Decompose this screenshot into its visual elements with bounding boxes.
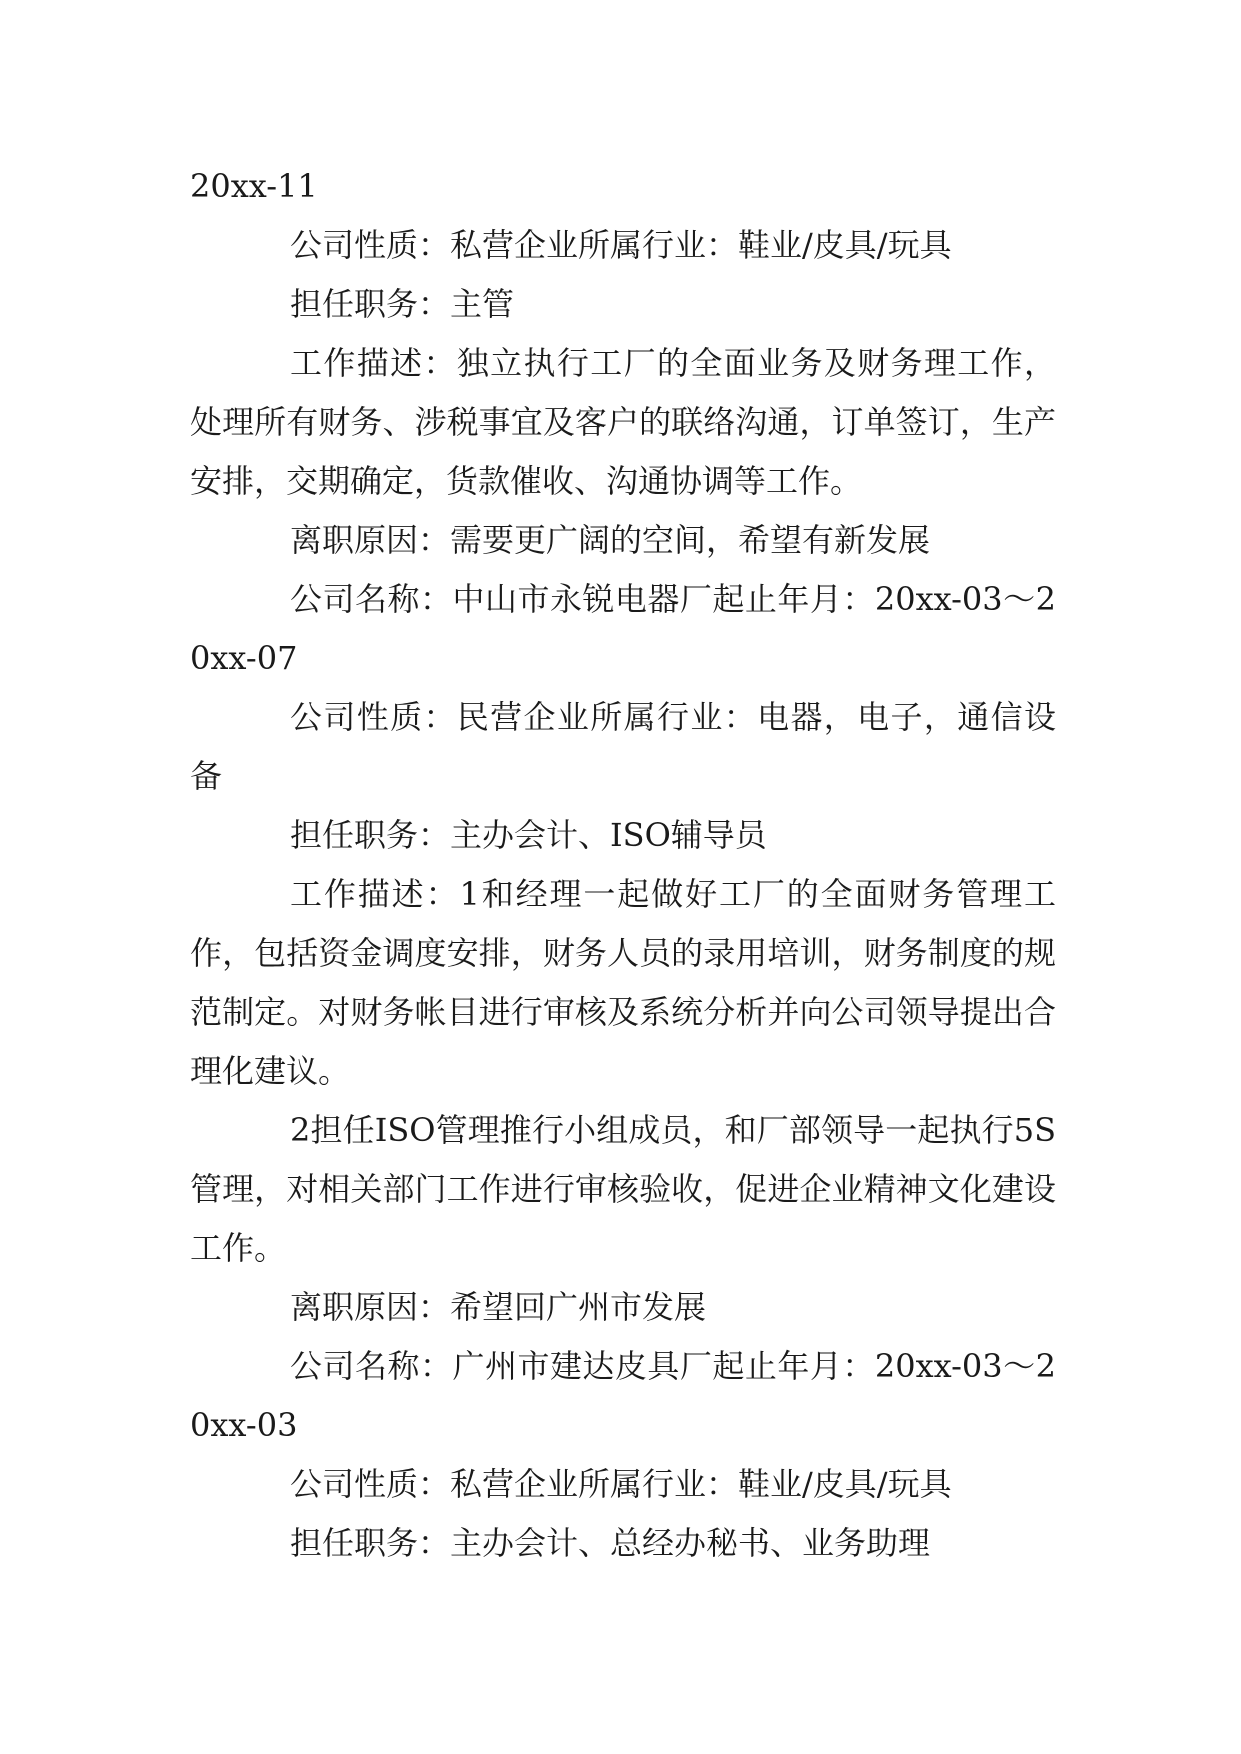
paragraph-position: 担任职务：主办会计、ISO辅导员	[290, 816, 767, 854]
paragraph-company-nature: 公司性质：私营企业所属行业：鞋业/皮具/玩具	[290, 226, 952, 264]
paragraph-company-nature: 公司性质：私营企业所属行业：鞋业/皮具/玩具	[290, 1465, 952, 1503]
paragraph-company-name: 公司名称：广州市建达皮具厂起止年月：20xx-03～20xx-03	[190, 1347, 1056, 1444]
paragraph-job-description: 工作描述：独立执行工厂的全面业务及财务理工作，处理所有财务、涉税事宜及客户的联络沟通，订单签订，生产安排，交期确定，货款催收、沟通协调等工作。	[190, 344, 1056, 500]
paragraph-position: 担任职务：主管	[290, 285, 515, 323]
paragraph-position: 担任职务：主办会计、总经办秘书、业务助理	[290, 1524, 931, 1562]
document-body	[190, 157, 1056, 1573]
paragraph-end-date: 20xx-11	[190, 167, 318, 205]
paragraph-leave-reason: 离职原因：需要更广阔的空间，希望有新发展	[290, 521, 931, 559]
paragraph-company-nature: 公司性质：民营企业所属行业：电器，电子，通信设备	[190, 698, 1056, 795]
paragraph-job-description-continued: 2担任ISO管理推行小组成员，和厂部领导一起执行5S管理，对相关部门工作进行审核验收，促进企业精神文化建设工作。	[190, 1111, 1056, 1267]
paragraph-company-name: 公司名称：中山市永锐电器厂起止年月：20xx-03～20xx-07	[190, 580, 1056, 677]
paragraph-job-description: 工作描述：1和经理一起做好工厂的全面财务管理工作，包括资金调度安排，财务人员的录用培训，财务制度的规范制定。对财务帐目进行审核及系统分析并向公司领导提出合理化建议。	[190, 875, 1056, 1090]
paragraph-leave-reason: 离职原因：希望回广州市发展	[290, 1288, 707, 1326]
